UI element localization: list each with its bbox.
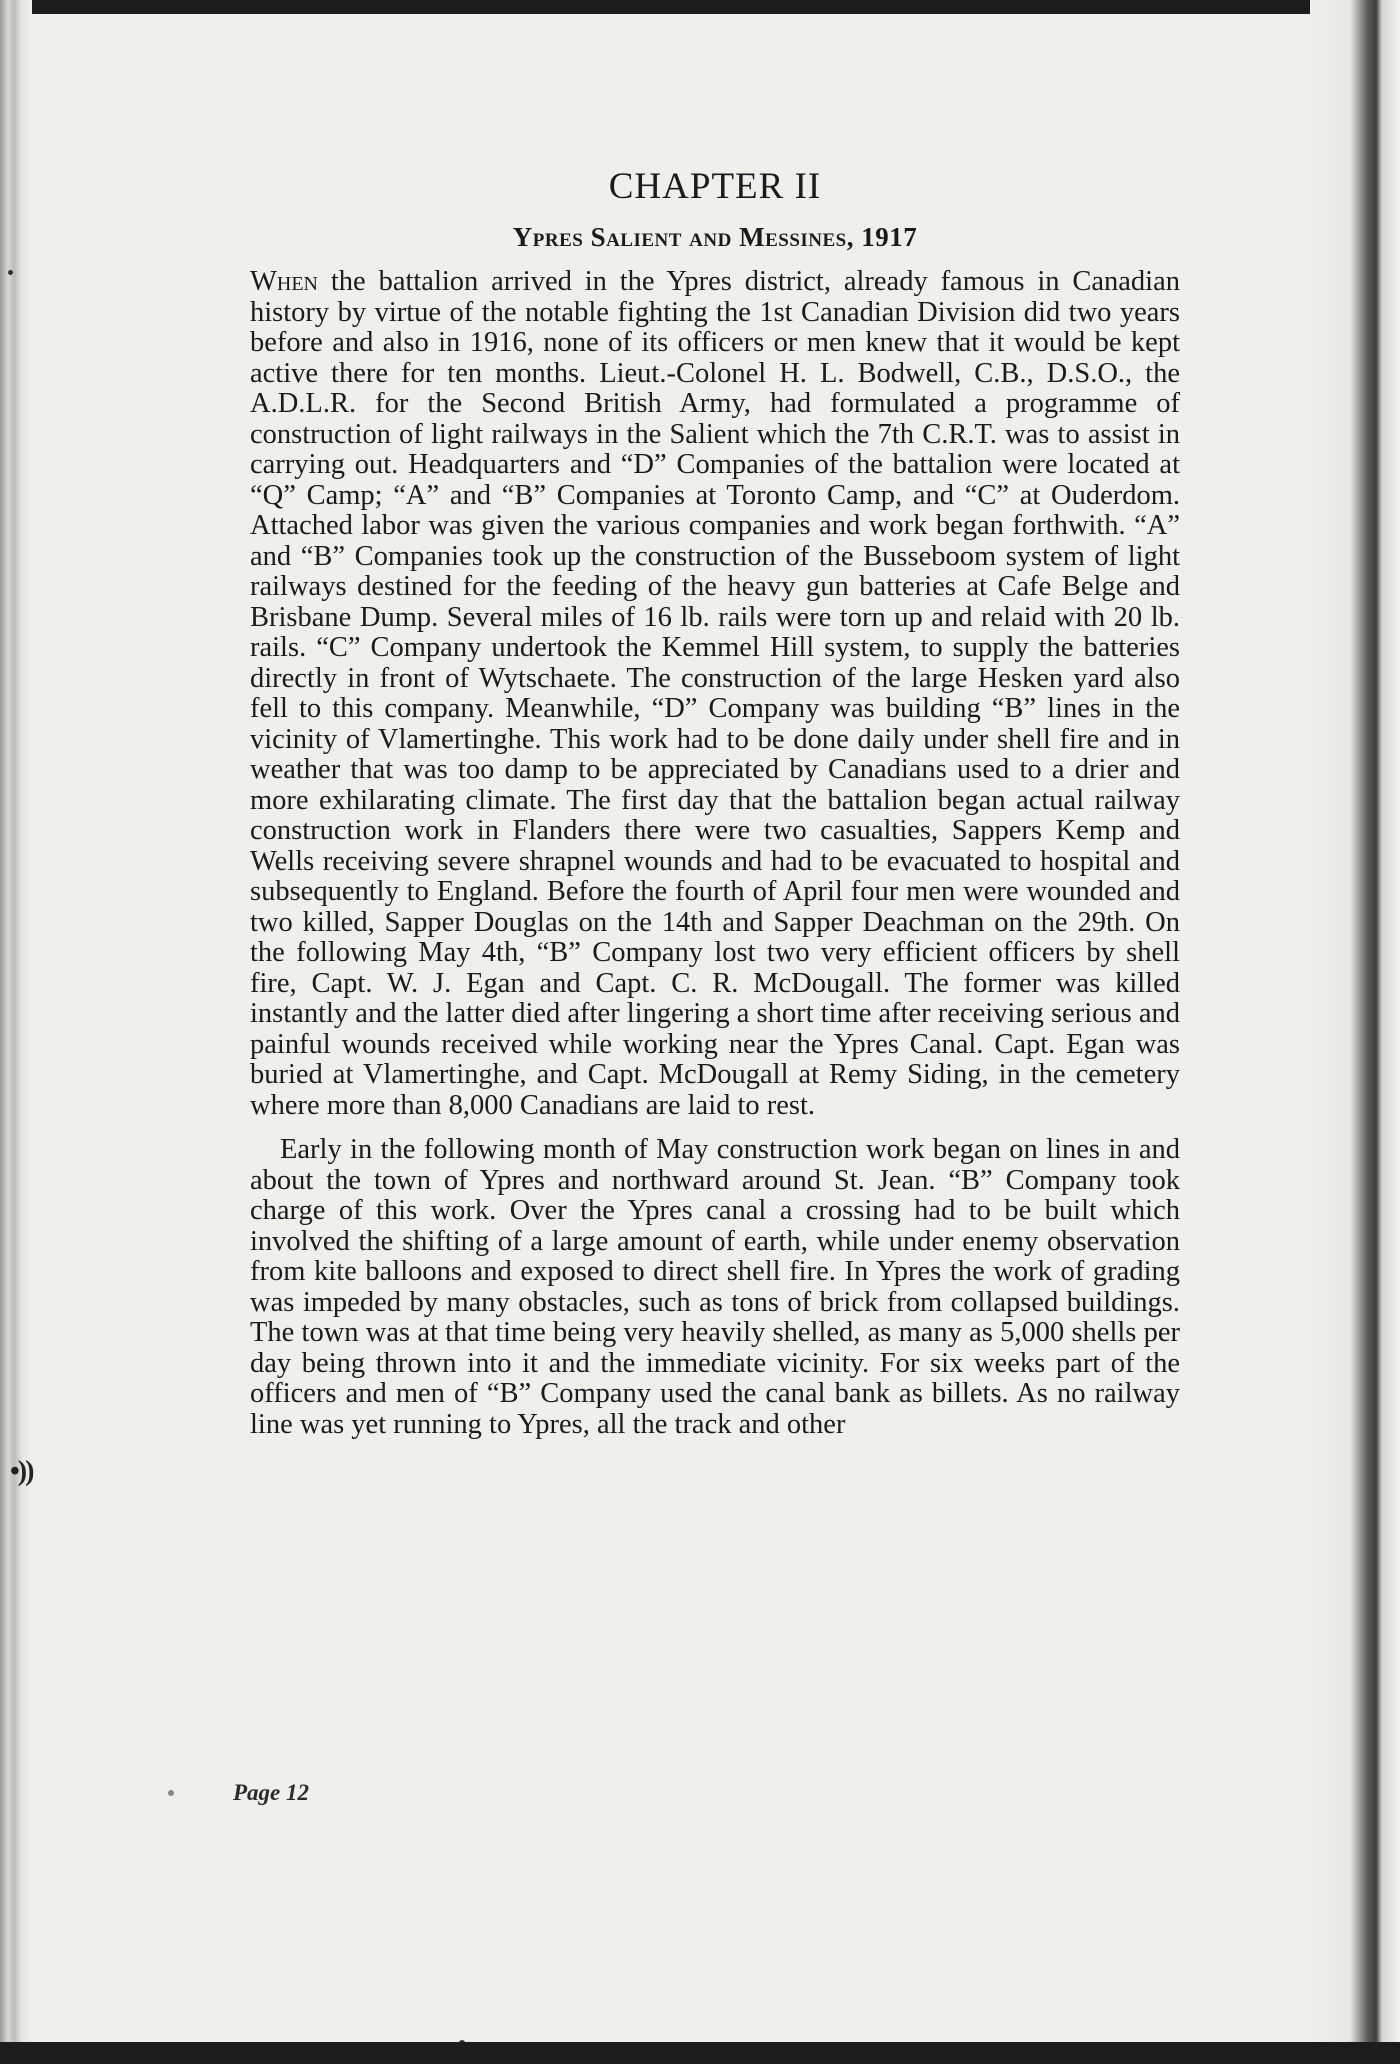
book-edge-right	[1310, 0, 1400, 2064]
page-content	[250, 165, 1180, 1440]
scan-speck	[168, 1790, 174, 1796]
scan-top-border	[0, 0, 1400, 14]
chapter-heading: CHAPTER II	[608, 166, 822, 207]
scan-speck	[8, 270, 13, 275]
paragraph-1-text: the battalion arrived in the Ypres district, already famous in Canadian history by virtue of the notable fighting the 1st Canadian Division did two years before and also in 1916, none of its officers or men knew that it would be kept active there for ten months. Lieut.-Colonel H. L. Bodwell, C.B., D.S.O., the A.D.L.R. for the Second British Army, had formulated a programme of construction of light railways in the Salient which the 7th C.R.T. was to assist in carrying out. Headquarters and “D” Companies of the battalion were located at “Q” Camp; “A” and “B” Companies at Toronto Camp, and “C” at Ouderdom. Attached labor was given the various companies and work began forthwith. “A” and “B” Companies took up the construction of the Busseboom system of light railways destined for the feeding of the heavy gun batteries at Cafe Belge and Brisbane Dump. Several miles of 16 lb. rails were torn up and relaid with 20 lb. rails. “C” Company undertook the Kemmel Hill system, to supply the batteries directly in front of Wytschaete. The construction of the large Hesken yard also fell to this company. Meanwhile, “D” Company was building “B” lines in the vicinity of Vlamertinghe. This work had to be done daily under shell fire and in weather that was too damp to be appreciated by Canadians used to a drier and more exhilarating climate. The first day that the battalion began actual railway construction work in Flanders there were two casualties, Sappers Kemp and Wells receiving severe shrapnel wounds and had to be evacuated to hospital and subsequently to England. Before the fourth of April four men were wounded and two killed, Sapper Douglas on the 14th and Sapper Deachman on the 29th. On the following May 4th, “B” Company lost two very efficient officers by shell fire, Capt. W. J. Egan and Capt. C. R. McDougall. The former was killed instantly and the latter died after lingering a short time after receiving serious and painful wounds received while working near the Ypres Canal. Capt. Egan was buried at Vlamertinghe, and Capt. McDougall at Remy Siding, in the cemetery where more than 8,000 Canadians are laid to rest.	[250, 266, 1180, 1121]
margin-mark: •))	[10, 1456, 33, 1487]
page-number: Page 12	[233, 1780, 310, 1805]
body-paragraph-1	[250, 267, 1180, 1121]
body-paragraph-2: Early in the following month of May construction work began on lines in and about the town of Ypres and northward around St. Jean. “B” Company took charge of this work. Over the Ypres canal a crossing had to be built which involved the shifting of a large amount of earth, while under enemy observation from kite balloons and exposed to direct shell fire. In Ypres the work of grading was impeded by many obstacles, such as tons of brick from collapsed buildings. The town was at that time being very heavily shelled, as many as 5,000 shells per day being thrown into it and the immediate vicinity. For six weeks part of the officers and men of “B” Company used the canal bank as billets. As no railway line was yet running to Ypres, all the track and other	[250, 1134, 1180, 1440]
paragraph-lead-word: When	[250, 266, 319, 297]
book-gutter-left	[0, 0, 32, 2064]
chapter-subtitle: Ypres Salient and Messines, 1917	[512, 222, 918, 252]
scan-bottom-border	[0, 2042, 1400, 2064]
